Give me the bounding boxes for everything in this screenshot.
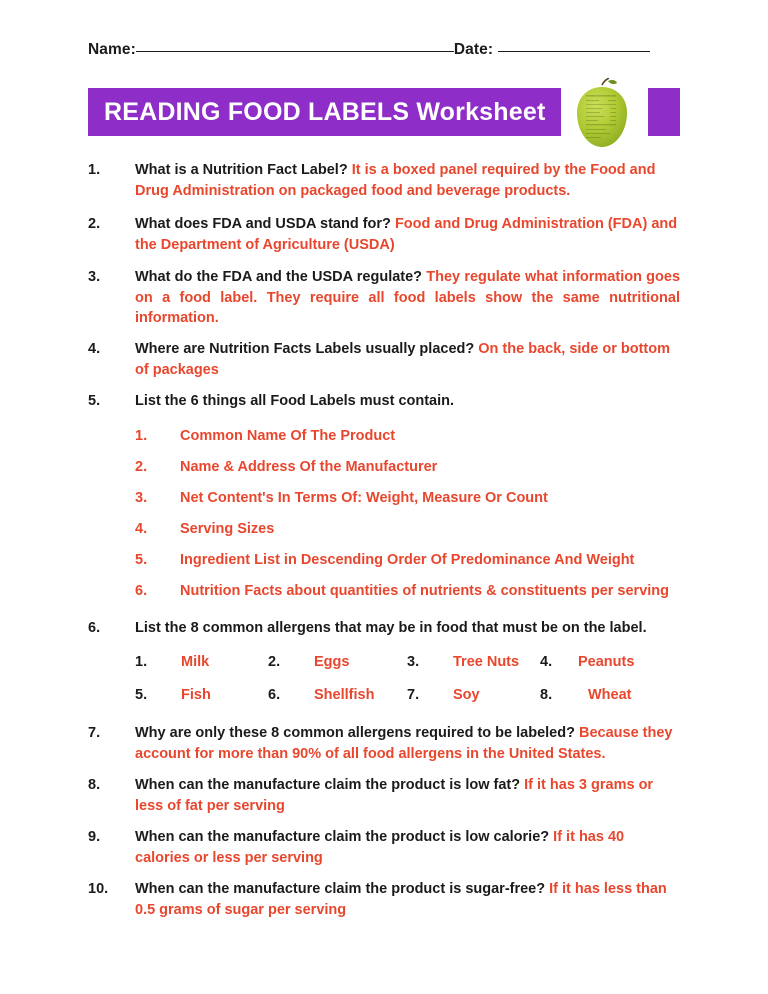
list-item bbox=[135, 519, 680, 539]
label-requirements-list bbox=[135, 426, 680, 601]
question-text: What does FDA and USDA stand for? bbox=[135, 216, 395, 232]
question-number: 1. bbox=[88, 162, 101, 178]
list-item-number: 6. bbox=[135, 583, 148, 599]
question-item-8 bbox=[88, 775, 680, 816]
question-number: 10. bbox=[88, 881, 109, 897]
question-item-5 bbox=[88, 391, 680, 412]
list-item-number: 4. bbox=[135, 521, 148, 537]
question-number: 9. bbox=[88, 829, 101, 845]
allergen-number: 4. bbox=[540, 654, 553, 670]
list-item-label[interactable]: Net Content's In Terms Of: Weight, Measure Or Count bbox=[180, 490, 548, 506]
question-number: 7. bbox=[88, 725, 101, 741]
allergen-number: 2. bbox=[268, 654, 281, 670]
question-text: What is a Nutrition Fact Label? bbox=[135, 162, 352, 178]
question-number: 5. bbox=[88, 393, 101, 409]
allergen-name[interactable]: Fish bbox=[181, 687, 211, 703]
list-item bbox=[135, 488, 680, 508]
allergen-name[interactable]: Eggs bbox=[314, 654, 350, 670]
allergen-number: 6. bbox=[268, 687, 281, 703]
question-text: List the 8 common allergens that may be in food that must be on the label. bbox=[135, 620, 647, 636]
list-item-label[interactable]: Nutrition Facts about quantities of nutrients & constituents per serving bbox=[180, 583, 670, 599]
allergen-name[interactable]: Peanuts bbox=[578, 654, 635, 670]
list-item bbox=[135, 457, 680, 477]
list-item-label[interactable]: Ingredient List in Descending Order Of Predominance And Weight bbox=[180, 552, 635, 568]
question-text: Where are Nutrition Facts Labels usually placed? bbox=[135, 341, 479, 357]
list-item-label[interactable]: Serving Sizes bbox=[180, 521, 275, 537]
question-number: 3. bbox=[88, 269, 101, 285]
answer-text[interactable]: They regulate what information goes on a food label. They require all food labels show the same nutritional information. bbox=[135, 269, 681, 326]
answer-text[interactable]: Food and Drug Administration (FDA) and the Department of Agriculture (USDA) bbox=[135, 216, 678, 253]
allergen-name[interactable]: Wheat bbox=[588, 687, 632, 703]
name-date-line bbox=[88, 41, 680, 59]
answer-text[interactable]: If it has less than 0.5 grams of sugar per serving bbox=[135, 881, 667, 918]
apple-icon bbox=[572, 78, 632, 150]
allergen-name[interactable]: Tree Nuts bbox=[453, 654, 520, 670]
allergen-number: 7. bbox=[407, 687, 420, 703]
answer-text[interactable]: Because they account for more than 90% of all food allergens in the United States. bbox=[135, 725, 673, 762]
allergen-cell bbox=[540, 652, 670, 672]
banner-bar bbox=[88, 88, 561, 136]
list-item bbox=[135, 550, 680, 570]
allergen-name[interactable]: Milk bbox=[181, 654, 210, 670]
question-text: What do the FDA and the USDA regulate? bbox=[135, 269, 427, 285]
question-item-2 bbox=[88, 214, 680, 255]
question-text: When can the manufacture claim the product is low calorie? bbox=[135, 829, 554, 845]
allergen-cell bbox=[407, 685, 540, 705]
answer-text[interactable]: If it has 40 calories or less per serving bbox=[135, 829, 625, 866]
answer-text[interactable]: If it has 3 grams or less of fat per serving bbox=[135, 777, 654, 814]
question-item-6 bbox=[88, 618, 680, 639]
question-text: When can the manufacture claim the product is sugar-free? bbox=[135, 881, 550, 897]
allergen-number: 3. bbox=[407, 654, 420, 670]
allergen-number: 8. bbox=[540, 687, 553, 703]
list-item-number: 2. bbox=[135, 459, 148, 475]
question-number: 4. bbox=[88, 341, 101, 357]
question-number: 8. bbox=[88, 777, 101, 793]
allergen-grid bbox=[135, 652, 695, 705]
list-item bbox=[135, 581, 680, 601]
allergen-number: 5. bbox=[135, 687, 148, 703]
question-number: 6. bbox=[88, 620, 101, 636]
name-label: Name: bbox=[88, 41, 136, 58]
allergen-cell bbox=[135, 685, 268, 705]
banner-accent-block bbox=[648, 88, 680, 136]
list-item-label[interactable]: Name & Address Of the Manufacturer bbox=[180, 459, 438, 475]
question-item-4 bbox=[88, 339, 680, 380]
answer-text[interactable]: It is a boxed panel required by the Food and Drug Administration on packaged food and beverage products. bbox=[135, 162, 656, 199]
question-item-3 bbox=[88, 267, 680, 329]
answer-text[interactable]: On the back, side or bottom of packages bbox=[135, 341, 671, 378]
allergen-row bbox=[135, 652, 695, 672]
date-label: Date: bbox=[453, 41, 494, 58]
question-number: 2. bbox=[88, 216, 101, 232]
date-write-in-rule[interactable] bbox=[498, 50, 650, 52]
name-write-in-rule[interactable] bbox=[136, 50, 454, 52]
allergen-number: 1. bbox=[135, 654, 148, 670]
allergen-cell bbox=[268, 685, 407, 705]
question-item-10 bbox=[88, 879, 680, 920]
allergen-cell bbox=[540, 685, 670, 705]
allergen-name[interactable]: Shellfish bbox=[314, 687, 375, 703]
allergen-name[interactable]: Soy bbox=[453, 687, 480, 703]
question-text: List the 6 things all Food Labels must contain. bbox=[135, 393, 455, 409]
list-item-number: 3. bbox=[135, 490, 148, 506]
list-item-number: 5. bbox=[135, 552, 148, 568]
allergen-cell bbox=[135, 652, 268, 672]
allergen-cell bbox=[268, 652, 407, 672]
page-title: READING FOOD LABELS Worksheet bbox=[104, 98, 546, 126]
question-item-7 bbox=[88, 723, 680, 764]
list-item-number: 1. bbox=[135, 428, 148, 444]
question-text: Why are only these 8 common allergens required to be labeled? bbox=[135, 725, 579, 741]
question-text: When can the manufacture claim the product is low fat? bbox=[135, 777, 525, 793]
list-item-label[interactable]: Common Name Of The Product bbox=[180, 428, 396, 444]
question-item-1 bbox=[88, 160, 680, 201]
list-item bbox=[135, 426, 680, 446]
allergen-cell bbox=[407, 652, 540, 672]
question-item-9 bbox=[88, 827, 680, 868]
allergen-row bbox=[135, 685, 695, 705]
